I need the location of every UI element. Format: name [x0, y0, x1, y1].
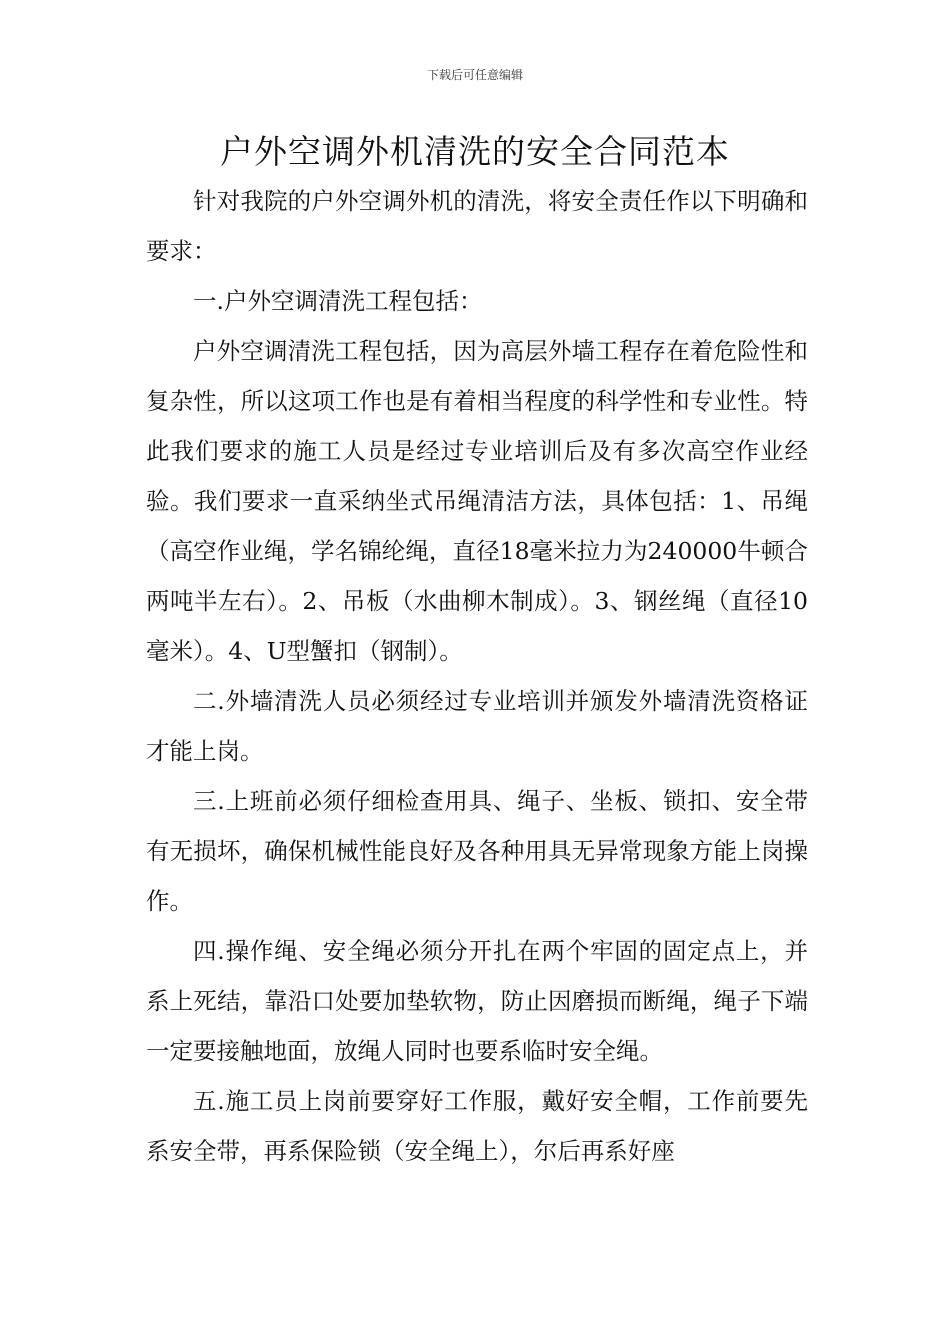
- paragraph-section-2: 二.外墙清洗人员必须经过专业培训并颁发外墙清洗资格证才能上岗。: [146, 687, 808, 765]
- paragraph-section-1-detail: 户外空调清洗工程包括，因为高层外墙工程存在着危险性和复杂性，所以这项工作也是有着相当程度的科学性和专业性。特此我们要求的施工人员是经过专业培训后及有多次高空作业经验。我们要求一直采纳坐式吊绳清洁方法，具体包括：1、吊绳（高空作业绳，学名锦纶绳，直径18毫米拉力为240000牛顿合两吨半左右）。2、吊板（水曲柳木制成）。3、钢丝绳（直径10毫米）。4、U型蟹扣（钢制）。: [146, 337, 808, 665]
- document-body: [146, 176, 808, 1176]
- header-note: 下载后可任意编辑: [426, 68, 523, 82]
- document-title: 户外空调外机清洗的安全合同范本: [220, 132, 730, 171]
- paragraph-section-4: 四.操作绳、安全绳必须分开扎在两个牢固的固定点上，并系上死结，靠沿口处要加垫软物，防止因磨损而断绳，绳子下端一定要接触地面，放绳人同时也要系临时安全绳。: [146, 937, 808, 1065]
- paragraph-section-5: 五.施工员上岗前要穿好工作服，戴好安全帽，工作前要先系安全带，再系保险锁（安全绳上），尔后再系好座: [146, 1087, 808, 1165]
- paragraph-intro: 针对我院的户外空调外机的清洗，将安全责任作以下明确和要求：: [146, 187, 808, 265]
- paragraph-section-3: 三.上班前必须仔细检查用具、绳子、坐板、锁扣、安全带有无损坏，确保机械性能良好及各种用具无异常现象方能上岗操作。: [146, 787, 808, 915]
- paragraph-section-1-heading: 一.户外空调清洗工程包括：: [193, 287, 483, 315]
